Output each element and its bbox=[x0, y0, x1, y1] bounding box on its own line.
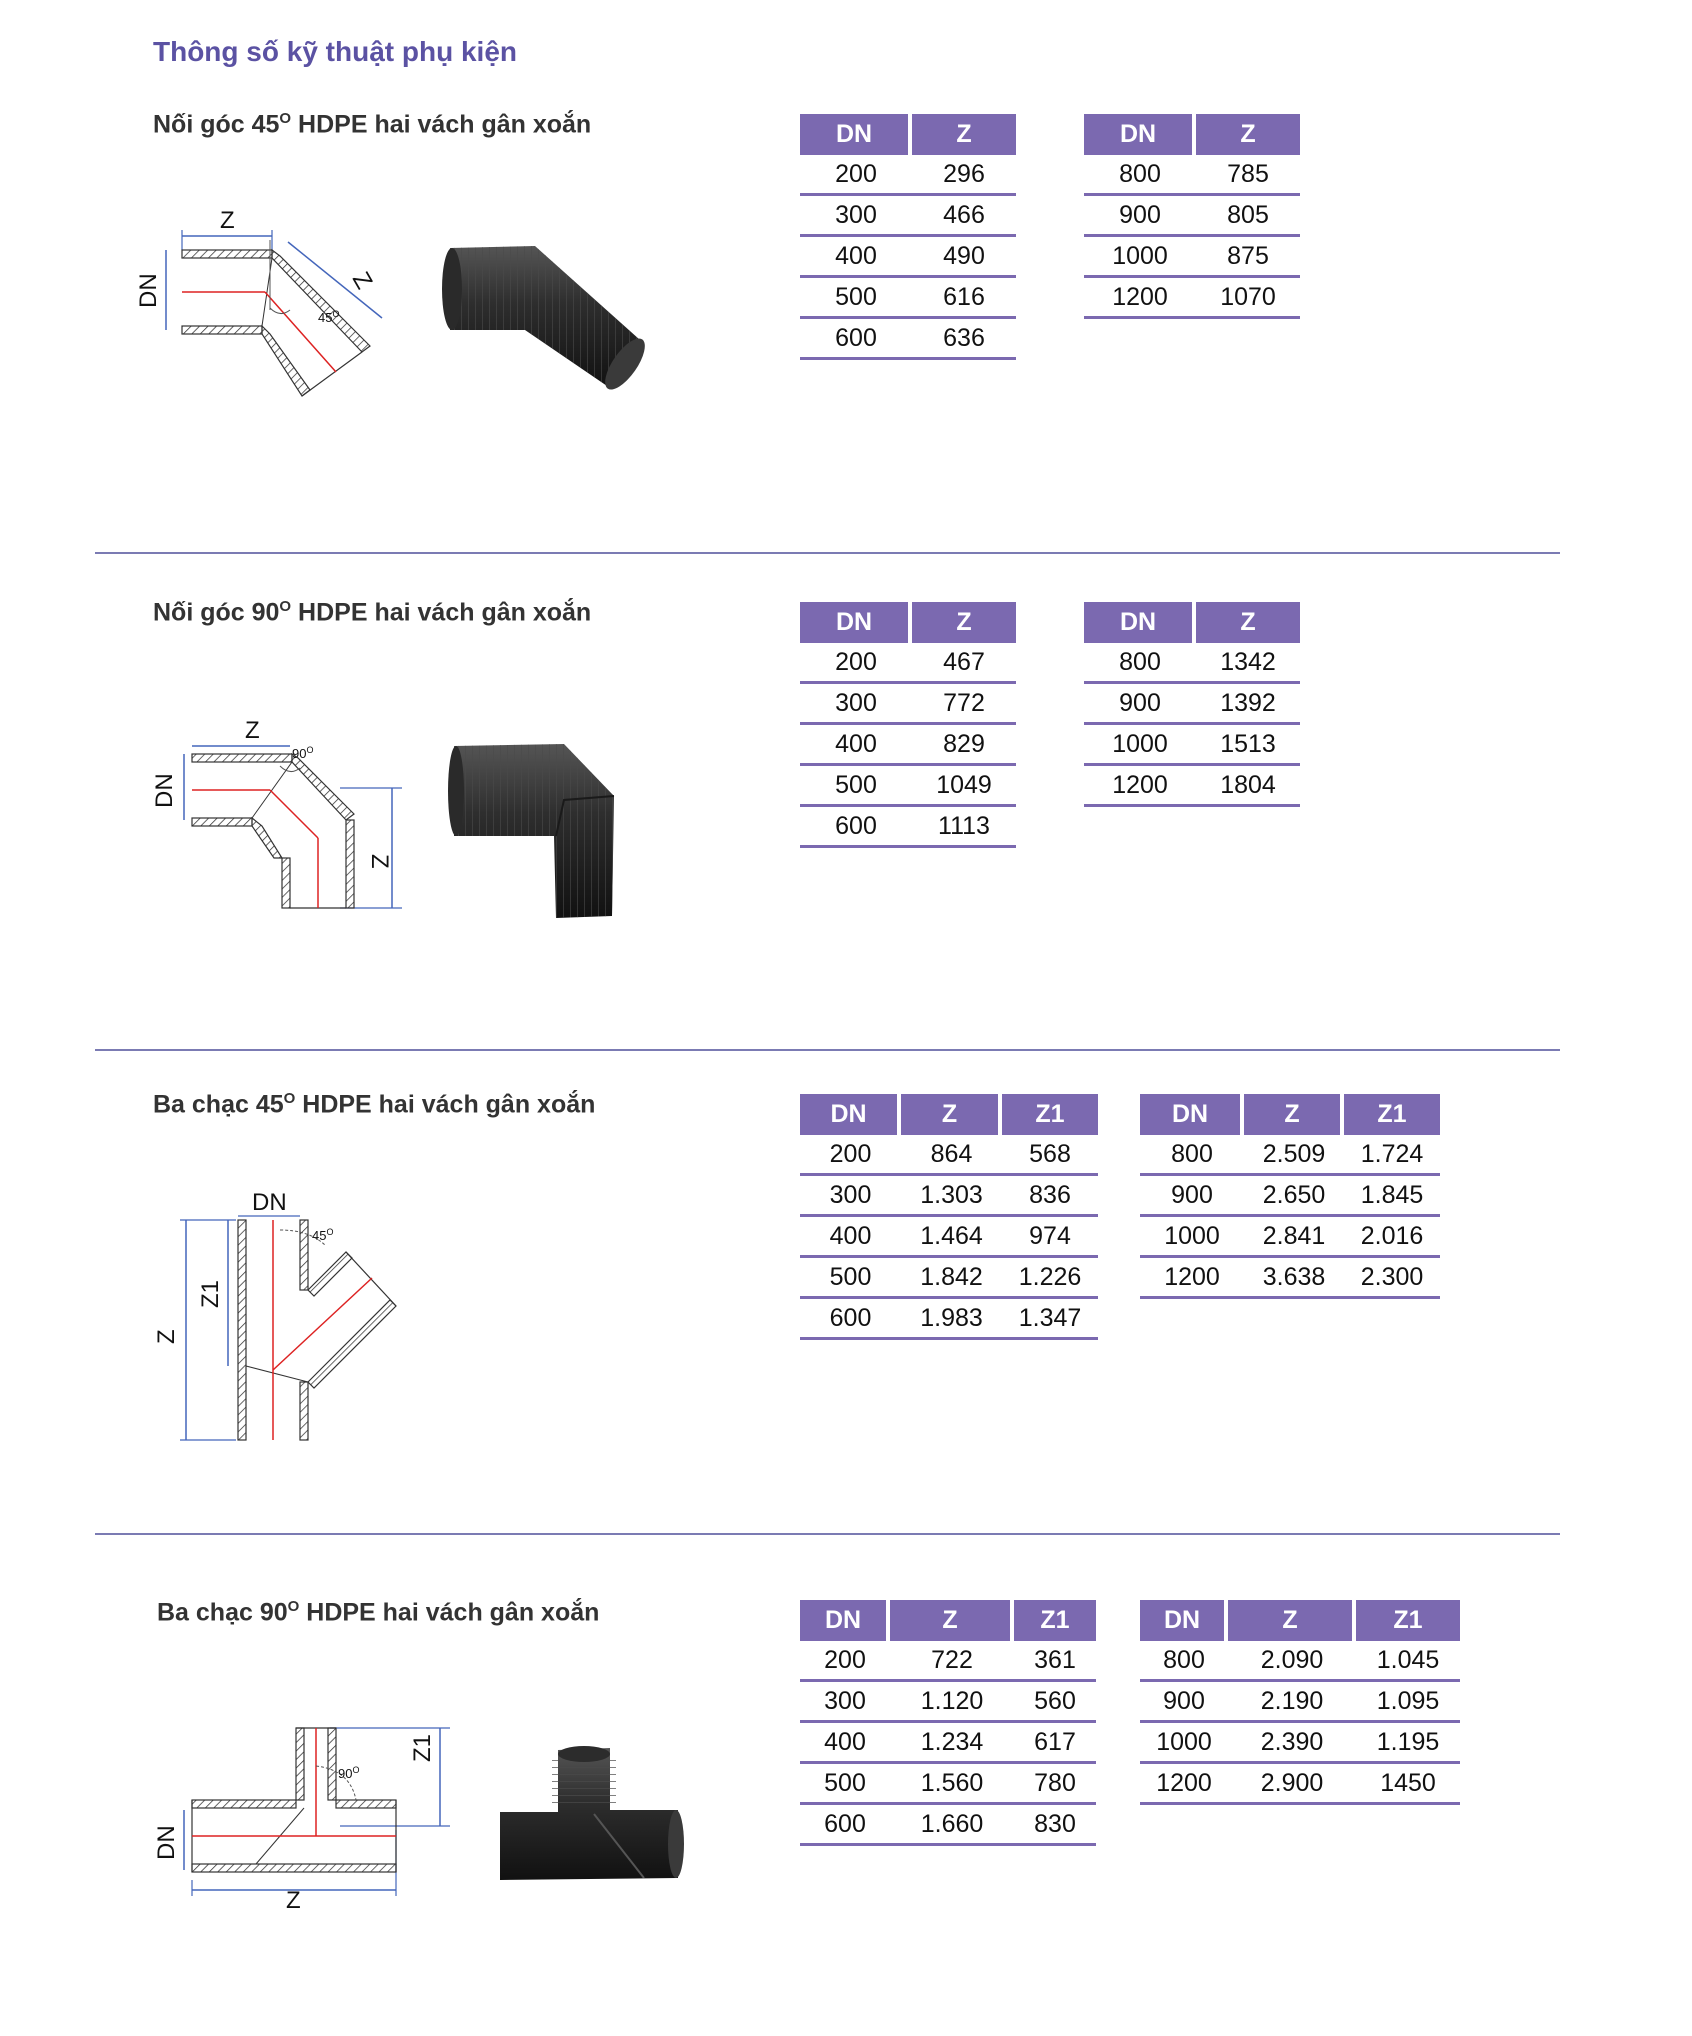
cell: 780 bbox=[1014, 1764, 1096, 1805]
table-row bbox=[1140, 1217, 1440, 1258]
table-row bbox=[800, 1764, 1096, 1805]
cell: 3.638 bbox=[1244, 1258, 1344, 1299]
cell: 200 bbox=[800, 1641, 890, 1682]
cell: 466 bbox=[912, 196, 1016, 237]
cell: 900 bbox=[1140, 1682, 1228, 1723]
cell: 1200 bbox=[1084, 766, 1196, 807]
table-row bbox=[800, 725, 1016, 766]
table-row bbox=[1140, 1682, 1460, 1723]
cell: 490 bbox=[912, 237, 1016, 278]
elbow-45-angle-label: $45^O$ bbox=[318, 309, 340, 325]
header-z: Z bbox=[1244, 1094, 1344, 1135]
table-row bbox=[800, 1641, 1096, 1682]
cell: 1342 bbox=[1196, 643, 1300, 684]
section-2-title: Nối góc $90^O$ HDPE hai vách gân xoắn bbox=[153, 598, 592, 627]
cell: 2.300 bbox=[1344, 1258, 1440, 1299]
header-dn: DN bbox=[800, 114, 912, 155]
cell: 1.303 bbox=[901, 1176, 1002, 1217]
tee-45-angle-label: $45^O$ bbox=[312, 1227, 334, 1243]
cell: 400 bbox=[800, 1217, 901, 1258]
table-row bbox=[800, 1723, 1096, 1764]
tee-45-z-label: Z bbox=[153, 1329, 180, 1344]
table-row bbox=[1084, 196, 1300, 237]
cell: 1.120 bbox=[890, 1682, 1014, 1723]
header-dn: DN bbox=[800, 602, 912, 643]
table-row bbox=[1084, 643, 1300, 684]
cell: 300 bbox=[800, 684, 912, 725]
cell: 805 bbox=[1196, 196, 1300, 237]
table-row bbox=[800, 643, 1016, 684]
table-row bbox=[800, 155, 1016, 196]
header-z: Z bbox=[912, 114, 1016, 155]
tee-90-table-left bbox=[800, 1600, 1096, 1846]
cell: 600 bbox=[800, 319, 912, 360]
elbow-90-table-left bbox=[800, 602, 1016, 848]
table-row bbox=[800, 237, 1016, 278]
cell: 1200 bbox=[1140, 1764, 1228, 1805]
table-row bbox=[1140, 1764, 1460, 1805]
cell: 1450 bbox=[1356, 1764, 1460, 1805]
cell: 836 bbox=[1002, 1176, 1098, 1217]
cell: 1000 bbox=[1084, 725, 1196, 766]
elbow-90-diagram bbox=[140, 708, 420, 908]
section-4-title: Ba chạc $90^O$ HDPE hai vách gân xoắn bbox=[157, 1598, 600, 1627]
table-row bbox=[800, 684, 1016, 725]
section-3-title: Ba chạc $45^O$ HDPE hai vách gân xoắn bbox=[153, 1090, 596, 1119]
elbow-45-z-side-label: Z bbox=[346, 267, 378, 294]
cell: 830 bbox=[1014, 1805, 1096, 1846]
tee-90-z-label: Z bbox=[286, 1887, 301, 1914]
cell: 829 bbox=[912, 725, 1016, 766]
cell: 1070 bbox=[1196, 278, 1300, 319]
tee-90-photo bbox=[494, 1744, 694, 1894]
cell: 400 bbox=[800, 237, 912, 278]
cell: 296 bbox=[912, 155, 1016, 196]
table-row bbox=[1084, 155, 1300, 196]
header-z: Z bbox=[901, 1094, 1002, 1135]
cell: 722 bbox=[890, 1641, 1014, 1682]
cell: 1200 bbox=[1140, 1258, 1244, 1299]
cell: 800 bbox=[1140, 1641, 1228, 1682]
elbow-45-z-label: Z bbox=[220, 207, 235, 234]
table-row bbox=[800, 1135, 1098, 1176]
header-z1: Z1 bbox=[1002, 1094, 1098, 1135]
table-row bbox=[800, 196, 1016, 237]
header-z: Z bbox=[912, 602, 1016, 643]
table-row bbox=[1140, 1723, 1460, 1764]
table-row bbox=[800, 766, 1016, 807]
cell: 300 bbox=[800, 196, 912, 237]
tee-90-table-right bbox=[1140, 1600, 1460, 1805]
cell: 636 bbox=[912, 319, 1016, 360]
elbow-90-z-label: Z bbox=[245, 717, 260, 744]
cell: 1.983 bbox=[901, 1299, 1002, 1340]
elbow-45-table-right bbox=[1084, 114, 1300, 319]
cell: 1.045 bbox=[1356, 1641, 1460, 1682]
tee-45-table-right bbox=[1140, 1094, 1440, 1299]
header-z: Z bbox=[890, 1600, 1014, 1641]
cell: 1200 bbox=[1084, 278, 1196, 319]
cell: 500 bbox=[800, 766, 912, 807]
cell: 2.390 bbox=[1228, 1723, 1356, 1764]
cell: 600 bbox=[800, 807, 912, 848]
table-row bbox=[1084, 725, 1300, 766]
header-z: Z bbox=[1196, 602, 1300, 643]
elbow-45-table-left bbox=[800, 114, 1016, 360]
elbow-90-dn-label: DN bbox=[151, 773, 178, 808]
cell: 800 bbox=[1084, 643, 1196, 684]
cell: 400 bbox=[800, 1723, 890, 1764]
elbow-90-angle-label: $90^O$ bbox=[292, 745, 314, 761]
cell: 1.660 bbox=[890, 1805, 1014, 1846]
cell: 617 bbox=[1014, 1723, 1096, 1764]
cell: 361 bbox=[1014, 1641, 1096, 1682]
cell: 2.650 bbox=[1244, 1176, 1344, 1217]
cell: 2.509 bbox=[1244, 1135, 1344, 1176]
cell: 974 bbox=[1002, 1217, 1098, 1258]
cell: 800 bbox=[1140, 1135, 1244, 1176]
table-row bbox=[800, 1805, 1096, 1846]
cell: 2.190 bbox=[1228, 1682, 1356, 1723]
header-dn: DN bbox=[1084, 114, 1196, 155]
cell: 500 bbox=[800, 1764, 890, 1805]
elbow-90-photo bbox=[444, 740, 624, 920]
elbow-45-photo bbox=[440, 240, 650, 400]
header-dn: DN bbox=[800, 1094, 901, 1135]
cell: 1.724 bbox=[1344, 1135, 1440, 1176]
table-row bbox=[1084, 237, 1300, 278]
tee-90-diagram bbox=[140, 1720, 460, 1914]
table-row bbox=[800, 1176, 1098, 1217]
header-z1: Z1 bbox=[1014, 1600, 1096, 1641]
cell: 1392 bbox=[1196, 684, 1300, 725]
section-divider bbox=[95, 1533, 1560, 1535]
page-title: Thông số kỹ thuật phụ kiện bbox=[153, 36, 517, 67]
cell: 1000 bbox=[1084, 237, 1196, 278]
cell: 1.842 bbox=[901, 1258, 1002, 1299]
cell: 1804 bbox=[1196, 766, 1300, 807]
cell: 200 bbox=[800, 643, 912, 684]
table-row bbox=[800, 807, 1016, 848]
table-row bbox=[800, 1217, 1098, 1258]
cell: 500 bbox=[800, 278, 912, 319]
cell: 800 bbox=[1084, 155, 1196, 196]
cell: 1.560 bbox=[890, 1764, 1014, 1805]
cell: 1513 bbox=[1196, 725, 1300, 766]
table-row bbox=[800, 1258, 1098, 1299]
cell: 1000 bbox=[1140, 1723, 1228, 1764]
header-dn: DN bbox=[1140, 1600, 1228, 1641]
tee-45-z1-label: Z1 bbox=[197, 1279, 224, 1308]
cell: 300 bbox=[800, 1176, 901, 1217]
elbow-45-dn-label: DN bbox=[135, 273, 162, 308]
table-row bbox=[1140, 1258, 1440, 1299]
cell: 1.234 bbox=[890, 1723, 1014, 1764]
cell: 400 bbox=[800, 725, 912, 766]
cell: 2.841 bbox=[1244, 1217, 1344, 1258]
table-row bbox=[1084, 684, 1300, 725]
cell: 1.195 bbox=[1356, 1723, 1460, 1764]
cell: 467 bbox=[912, 643, 1016, 684]
header-z1: Z1 bbox=[1344, 1094, 1440, 1135]
tee-90-z1-label: Z1 bbox=[409, 1733, 436, 1762]
tee-90-dn-label: DN bbox=[153, 1825, 180, 1860]
section-divider bbox=[95, 552, 1560, 554]
cell: 2.900 bbox=[1228, 1764, 1356, 1805]
cell: 864 bbox=[901, 1135, 1002, 1176]
cell: 1113 bbox=[912, 807, 1016, 848]
cell: 1049 bbox=[912, 766, 1016, 807]
section-1-title: Nối góc $45^O$ HDPE hai vách gân xoắn bbox=[153, 110, 592, 139]
header-z: Z bbox=[1196, 114, 1300, 155]
cell: 1.095 bbox=[1356, 1682, 1460, 1723]
table-row bbox=[1140, 1176, 1440, 1217]
cell: 300 bbox=[800, 1682, 890, 1723]
cell: 900 bbox=[1084, 196, 1196, 237]
cell: 1000 bbox=[1140, 1217, 1244, 1258]
cell: 2.016 bbox=[1344, 1217, 1440, 1258]
cell: 1.464 bbox=[901, 1217, 1002, 1258]
tee-45-table-left bbox=[800, 1094, 1098, 1340]
table-row bbox=[800, 319, 1016, 360]
cell: 2.090 bbox=[1228, 1641, 1356, 1682]
table-row bbox=[800, 278, 1016, 319]
cell: 560 bbox=[1014, 1682, 1096, 1723]
cell: 500 bbox=[800, 1258, 901, 1299]
section-divider bbox=[95, 1049, 1560, 1051]
elbow-90-z-side-label: Z bbox=[366, 854, 393, 869]
cell: 600 bbox=[800, 1805, 890, 1846]
header-dn: DN bbox=[1084, 602, 1196, 643]
cell: 772 bbox=[912, 684, 1016, 725]
table-row bbox=[1140, 1135, 1440, 1176]
elbow-90-table-right bbox=[1084, 602, 1300, 807]
cell: 600 bbox=[800, 1299, 901, 1340]
table-row bbox=[1084, 766, 1300, 807]
table-row bbox=[800, 1682, 1096, 1723]
elbow-45-diagram bbox=[130, 200, 390, 400]
cell: 568 bbox=[1002, 1135, 1098, 1176]
tee-45-dn-label: DN bbox=[252, 1189, 287, 1216]
cell: 200 bbox=[800, 1135, 901, 1176]
table-row bbox=[800, 1299, 1098, 1340]
cell: 900 bbox=[1140, 1176, 1244, 1217]
cell: 900 bbox=[1084, 684, 1196, 725]
cell: 1.347 bbox=[1002, 1299, 1098, 1340]
cell: 1.845 bbox=[1344, 1176, 1440, 1217]
cell: 616 bbox=[912, 278, 1016, 319]
tee-45-diagram bbox=[150, 1180, 410, 1440]
cell: 1.226 bbox=[1002, 1258, 1098, 1299]
cell: 200 bbox=[800, 155, 912, 196]
header-dn: DN bbox=[800, 1600, 890, 1641]
header-z: Z bbox=[1228, 1600, 1356, 1641]
header-dn: DN bbox=[1140, 1094, 1244, 1135]
tee-90-angle-label: $90^O$ bbox=[338, 1765, 360, 1781]
header-z1: Z1 bbox=[1356, 1600, 1460, 1641]
table-row bbox=[1140, 1641, 1460, 1682]
table-row bbox=[1084, 278, 1300, 319]
cell: 785 bbox=[1196, 155, 1300, 196]
cell: 875 bbox=[1196, 237, 1300, 278]
